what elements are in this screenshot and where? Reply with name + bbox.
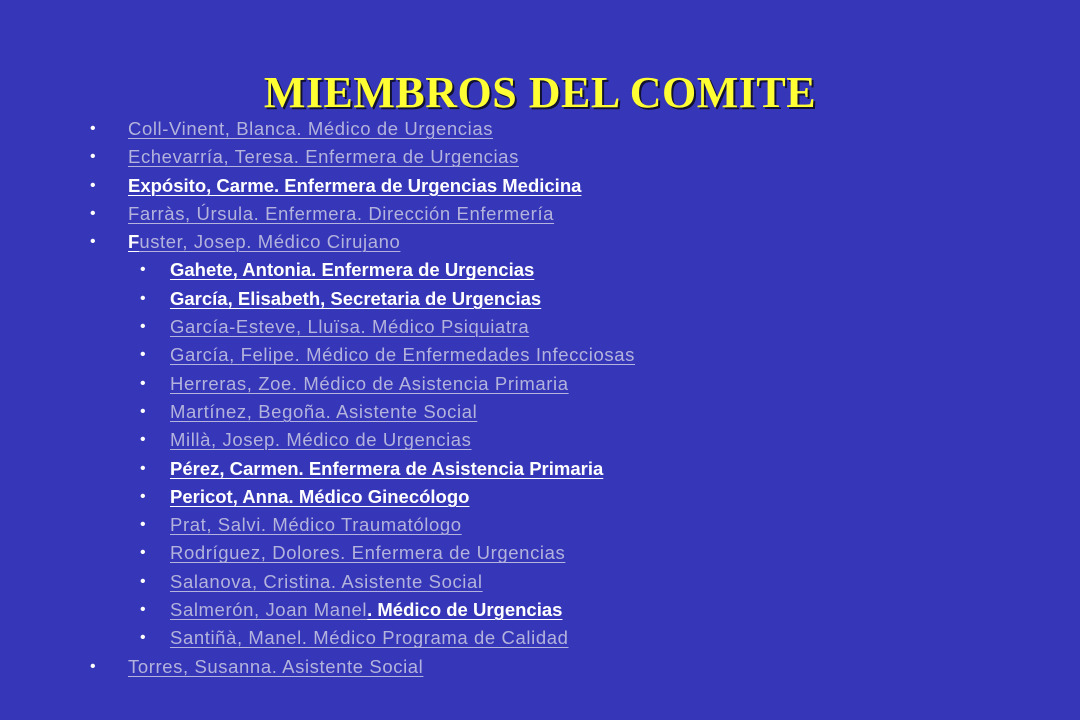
bullet-icon: • (140, 374, 146, 392)
member-item (0, 624, 1080, 652)
member-item (0, 511, 1080, 539)
member-item (0, 568, 1080, 596)
bullet-icon: • (140, 318, 146, 336)
bullet-icon: • (140, 261, 146, 279)
member-link-visited[interactable]: Pericot, Anna. Médico Ginecólogo (170, 485, 470, 507)
member-link[interactable]: Coll-Vinent, Blanca. Médico de Urgencias (128, 118, 494, 139)
member-link-visited[interactable]: García, Elisabeth, Secretaria de Urgencias (170, 287, 542, 309)
member-link[interactable]: Salanova, Cristina. Asistente Social (170, 570, 483, 592)
bullet-icon: • (90, 233, 96, 251)
member-link[interactable]: Rodríguez, Dolores. Enfermera de Urgencias (170, 542, 566, 564)
member-item (0, 228, 1080, 256)
member-item (0, 370, 1080, 398)
bullet-icon: • (140, 459, 146, 477)
bullet-icon: • (140, 402, 146, 420)
member-link-visited[interactable]: Gahete, Antonia. Enfermera de Urgencias (170, 259, 535, 281)
bullet-icon: • (140, 346, 146, 364)
member-item (0, 539, 1080, 567)
member-item (0, 455, 1080, 483)
member-link[interactable]: García-Esteve, Lluïsa. Médico Psiquiatra (170, 316, 530, 338)
member-item (0, 200, 1080, 228)
bullet-icon: • (90, 148, 96, 166)
member-item (0, 653, 1080, 681)
page-title: MIEMBROS DEL COMITE (263, 68, 817, 118)
bullet-icon: • (140, 487, 146, 505)
member-link[interactable]: Santiñà, Manel. Médico Programa de Calidad (170, 627, 569, 649)
member-link[interactable]: García, Felipe. Médico de Enfermedades Infecciosas (170, 344, 635, 366)
member-link-visited[interactable]: Pérez, Carmen. Enfermera de Asistencia Primaria (170, 457, 604, 479)
member-link[interactable]: Torres, Susanna. Asistente Social (128, 655, 424, 677)
member-link-visited[interactable]: . Médico de Urgencias (367, 599, 563, 621)
member-link[interactable]: Herreras, Zoe. Médico de Asistencia Primaria (170, 372, 569, 394)
member-link-visited[interactable]: Expósito, Carme. Enfermera de Urgencias Medicina (128, 174, 582, 196)
member-item (0, 285, 1080, 313)
member-link[interactable]: Martínez, Begoña. Asistente Social (170, 400, 478, 422)
member-link[interactable]: Salmerón, Joan Manel (170, 599, 368, 621)
member-link-visited[interactable]: F (128, 231, 140, 253)
member-item (0, 426, 1080, 454)
member-item (0, 483, 1080, 511)
bullet-icon: • (140, 544, 146, 562)
bullet-icon: • (90, 204, 96, 222)
bullet-icon: • (140, 629, 146, 647)
bullet-icon: • (90, 120, 96, 137)
committee-member-list (0, 115, 1080, 681)
member-item (0, 313, 1080, 341)
bullet-icon: • (140, 572, 146, 590)
member-item (0, 341, 1080, 369)
bullet-icon: • (140, 289, 146, 307)
bullet-icon: • (90, 657, 96, 675)
member-link[interactable]: uster, Josep. Médico Cirujano (139, 231, 401, 253)
member-item (0, 143, 1080, 171)
member-link[interactable]: Farràs, Úrsula. Enfermera. Dirección Enfermería (128, 202, 555, 224)
bullet-icon: • (140, 601, 146, 619)
bullet-icon: • (90, 176, 96, 194)
member-link[interactable]: Millà, Josep. Médico de Urgencias (170, 429, 472, 451)
bullet-icon: • (140, 516, 146, 534)
bullet-icon: • (140, 431, 146, 449)
member-item (0, 115, 1080, 143)
member-item (0, 256, 1080, 284)
member-link[interactable]: Prat, Salvi. Médico Traumatólogo (170, 514, 462, 536)
member-item (0, 398, 1080, 426)
member-item (0, 172, 1080, 200)
member-item (0, 596, 1080, 624)
member-link[interactable]: Echevarría, Teresa. Enfermera de Urgencias (128, 146, 519, 168)
